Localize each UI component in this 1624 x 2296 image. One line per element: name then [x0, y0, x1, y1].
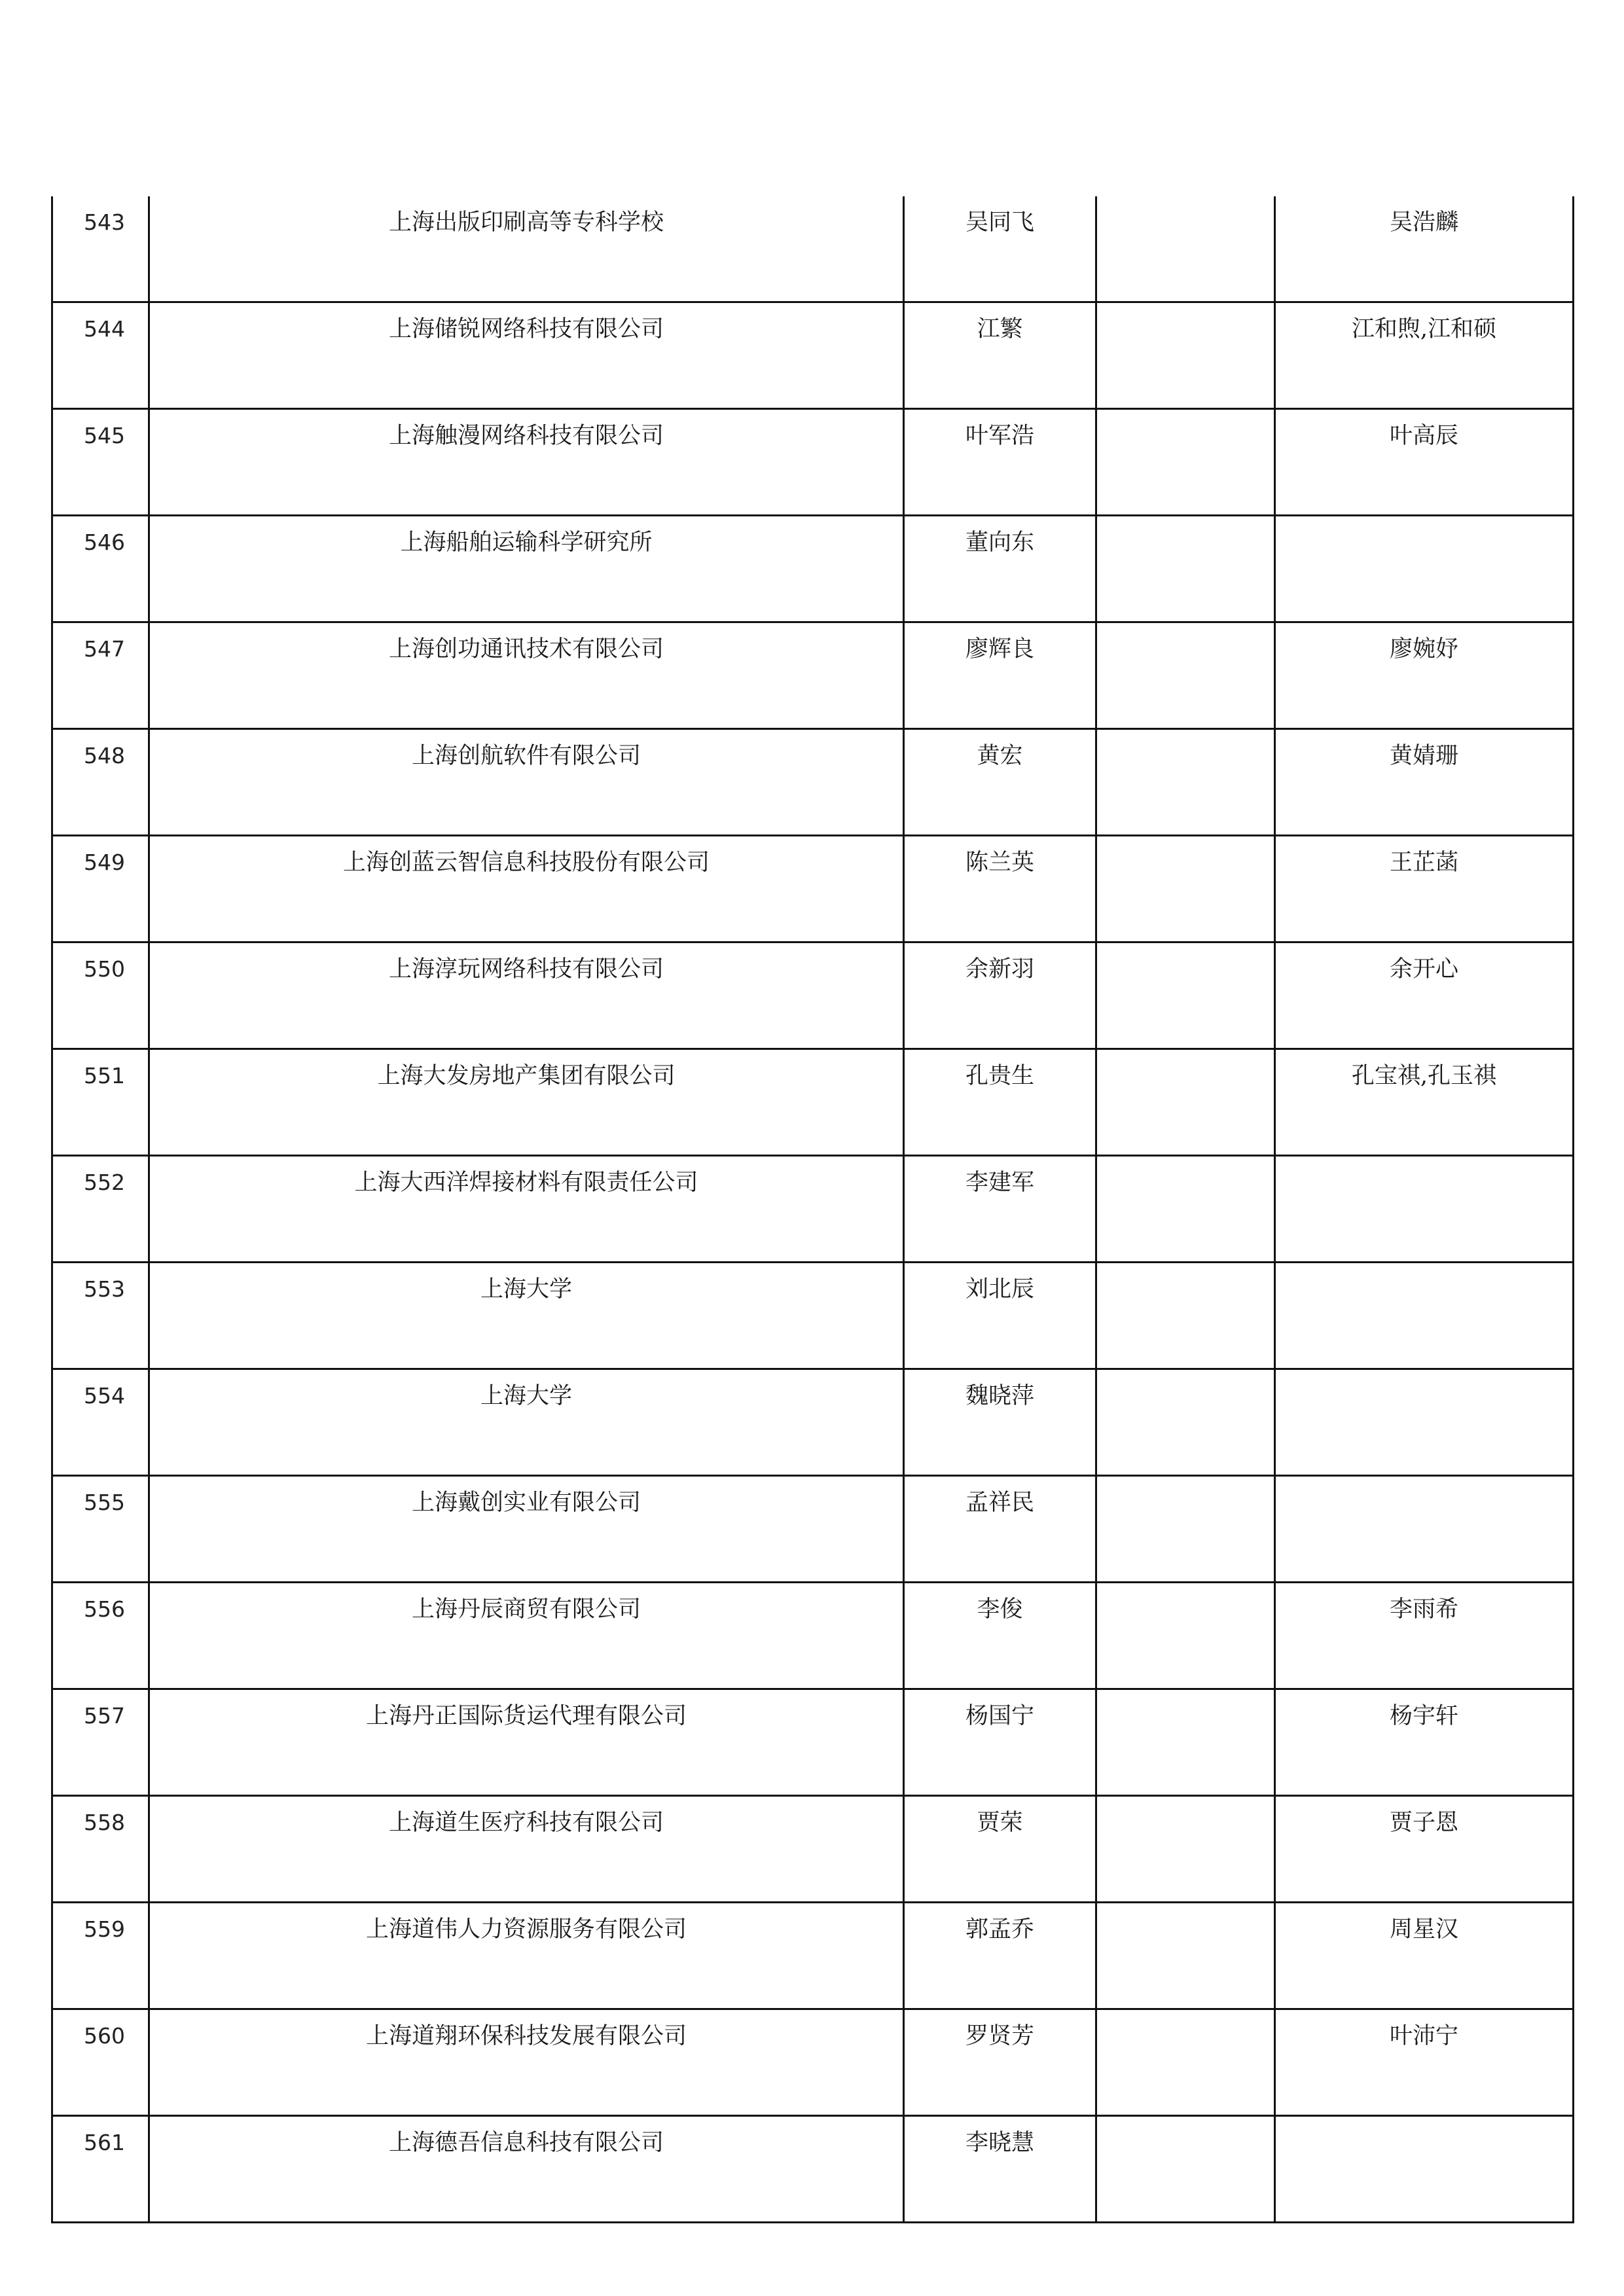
- unit-name: 上海创蓝云智信息科技股份有限公司: [149, 836, 904, 942]
- table-row: [52, 1049, 1574, 1156]
- person-name: 叶军浩: [904, 409, 1096, 516]
- family-names: 孔宝祺,孔玉祺: [1275, 1049, 1574, 1156]
- row-number: 550: [52, 942, 149, 1049]
- person-name: 黄宏: [904, 729, 1096, 836]
- table-row: [52, 302, 1574, 409]
- family-names: 周星汉: [1275, 1903, 1574, 2009]
- person-name: 吴同飞: [904, 196, 1096, 302]
- unit-name: 上海大发房地产集团有限公司: [149, 1049, 904, 1156]
- blank-cell: [1096, 1903, 1275, 2009]
- person-name: 李建军: [904, 1156, 1096, 1263]
- table-row: [52, 1689, 1574, 1796]
- row-number: 554: [52, 1369, 149, 1476]
- unit-name: 上海道伟人力资源服务有限公司: [149, 1903, 904, 2009]
- table-row: [52, 1903, 1574, 2009]
- unit-name: 上海储锐网络科技有限公司: [149, 302, 904, 409]
- row-number: 547: [52, 622, 149, 729]
- unit-name: 上海创功通讯技术有限公司: [149, 622, 904, 729]
- unit-name: 上海触漫网络科技有限公司: [149, 409, 904, 516]
- row-number: 543: [52, 196, 149, 302]
- roster-table: [51, 196, 1574, 2223]
- family-names: 贾子恩: [1275, 1796, 1574, 1903]
- table-row: [52, 1369, 1574, 1476]
- family-names: 江和煦,江和硕: [1275, 302, 1574, 409]
- table-row: [52, 1156, 1574, 1263]
- person-name: 刘北辰: [904, 1263, 1096, 1369]
- person-name: 李晓慧: [904, 2116, 1096, 2223]
- unit-name: 上海戴创实业有限公司: [149, 1476, 904, 1583]
- table-row: [52, 622, 1574, 729]
- table-row: [52, 1476, 1574, 1583]
- family-names: 廖婉妤: [1275, 622, 1574, 729]
- row-number: 544: [52, 302, 149, 409]
- table-row: [52, 409, 1574, 516]
- row-number: 558: [52, 1796, 149, 1903]
- blank-cell: [1096, 2009, 1275, 2116]
- person-name: 罗贤芳: [904, 2009, 1096, 2116]
- blank-cell: [1096, 1796, 1275, 1903]
- row-number: 555: [52, 1476, 149, 1583]
- family-names: [1275, 1263, 1574, 1369]
- table-row: [52, 729, 1574, 836]
- unit-name: 上海淳玩网络科技有限公司: [149, 942, 904, 1049]
- blank-cell: [1096, 196, 1275, 302]
- family-names: [1275, 1476, 1574, 1583]
- row-number: 559: [52, 1903, 149, 2009]
- family-names: [1275, 2116, 1574, 2223]
- blank-cell: [1096, 622, 1275, 729]
- blank-cell: [1096, 1156, 1275, 1263]
- family-names: 杨宇轩: [1275, 1689, 1574, 1796]
- row-number: 560: [52, 2009, 149, 2116]
- document-page: [51, 196, 1572, 2223]
- row-number: 546: [52, 516, 149, 622]
- row-number: 545: [52, 409, 149, 516]
- person-name: 杨国宁: [904, 1689, 1096, 1796]
- row-number: 548: [52, 729, 149, 836]
- family-names: [1275, 1156, 1574, 1263]
- row-number: 552: [52, 1156, 149, 1263]
- row-number: 549: [52, 836, 149, 942]
- table-row: [52, 1796, 1574, 1903]
- table-body: [52, 196, 1574, 2223]
- family-names: [1275, 1369, 1574, 1476]
- blank-cell: [1096, 409, 1275, 516]
- person-name: 贾荣: [904, 1796, 1096, 1903]
- family-names: 黄婧珊: [1275, 729, 1574, 836]
- blank-cell: [1096, 2116, 1275, 2223]
- unit-name: 上海丹正国际货运代理有限公司: [149, 1689, 904, 1796]
- table-row: [52, 942, 1574, 1049]
- table-row: [52, 2009, 1574, 2116]
- blank-cell: [1096, 302, 1275, 409]
- unit-name: 上海丹辰商贸有限公司: [149, 1583, 904, 1689]
- unit-name: 上海船舶运输科学研究所: [149, 516, 904, 622]
- row-number: 556: [52, 1583, 149, 1689]
- blank-cell: [1096, 1369, 1275, 1476]
- person-name: 廖辉良: [904, 622, 1096, 729]
- person-name: 陈兰英: [904, 836, 1096, 942]
- unit-name: 上海创航软件有限公司: [149, 729, 904, 836]
- unit-name: 上海道生医疗科技有限公司: [149, 1796, 904, 1903]
- unit-name: 上海大学: [149, 1369, 904, 1476]
- family-names: [1275, 516, 1574, 622]
- table-row: [52, 1583, 1574, 1689]
- row-number: 553: [52, 1263, 149, 1369]
- blank-cell: [1096, 942, 1275, 1049]
- table-row: [52, 516, 1574, 622]
- family-names: 叶沛宁: [1275, 2009, 1574, 2116]
- person-name: 余新羽: [904, 942, 1096, 1049]
- blank-cell: [1096, 1689, 1275, 1796]
- person-name: 李俊: [904, 1583, 1096, 1689]
- table-row: [52, 1263, 1574, 1369]
- blank-cell: [1096, 1263, 1275, 1369]
- blank-cell: [1096, 1476, 1275, 1583]
- person-name: 江繁: [904, 302, 1096, 409]
- unit-name: 上海道翔环保科技发展有限公司: [149, 2009, 904, 2116]
- person-name: 魏晓萍: [904, 1369, 1096, 1476]
- family-names: 李雨希: [1275, 1583, 1574, 1689]
- row-number: 557: [52, 1689, 149, 1796]
- table-row: [52, 836, 1574, 942]
- family-names: 王芷菡: [1275, 836, 1574, 942]
- person-name: 董向东: [904, 516, 1096, 622]
- table-row: [52, 196, 1574, 302]
- blank-cell: [1096, 516, 1275, 622]
- table-row: [52, 2116, 1574, 2223]
- person-name: 郭孟乔: [904, 1903, 1096, 2009]
- row-number: 551: [52, 1049, 149, 1156]
- blank-cell: [1096, 729, 1275, 836]
- family-names: 余开心: [1275, 942, 1574, 1049]
- blank-cell: [1096, 1049, 1275, 1156]
- person-name: 孟祥民: [904, 1476, 1096, 1583]
- unit-name: 上海大西洋焊接材料有限责任公司: [149, 1156, 904, 1263]
- blank-cell: [1096, 1583, 1275, 1689]
- unit-name: 上海大学: [149, 1263, 904, 1369]
- family-names: 叶高辰: [1275, 409, 1574, 516]
- person-name: 孔贵生: [904, 1049, 1096, 1156]
- unit-name: 上海德吾信息科技有限公司: [149, 2116, 904, 2223]
- row-number: 561: [52, 2116, 149, 2223]
- blank-cell: [1096, 836, 1275, 942]
- family-names: 吴浩麟: [1275, 196, 1574, 302]
- unit-name: 上海出版印刷高等专科学校: [149, 196, 904, 302]
